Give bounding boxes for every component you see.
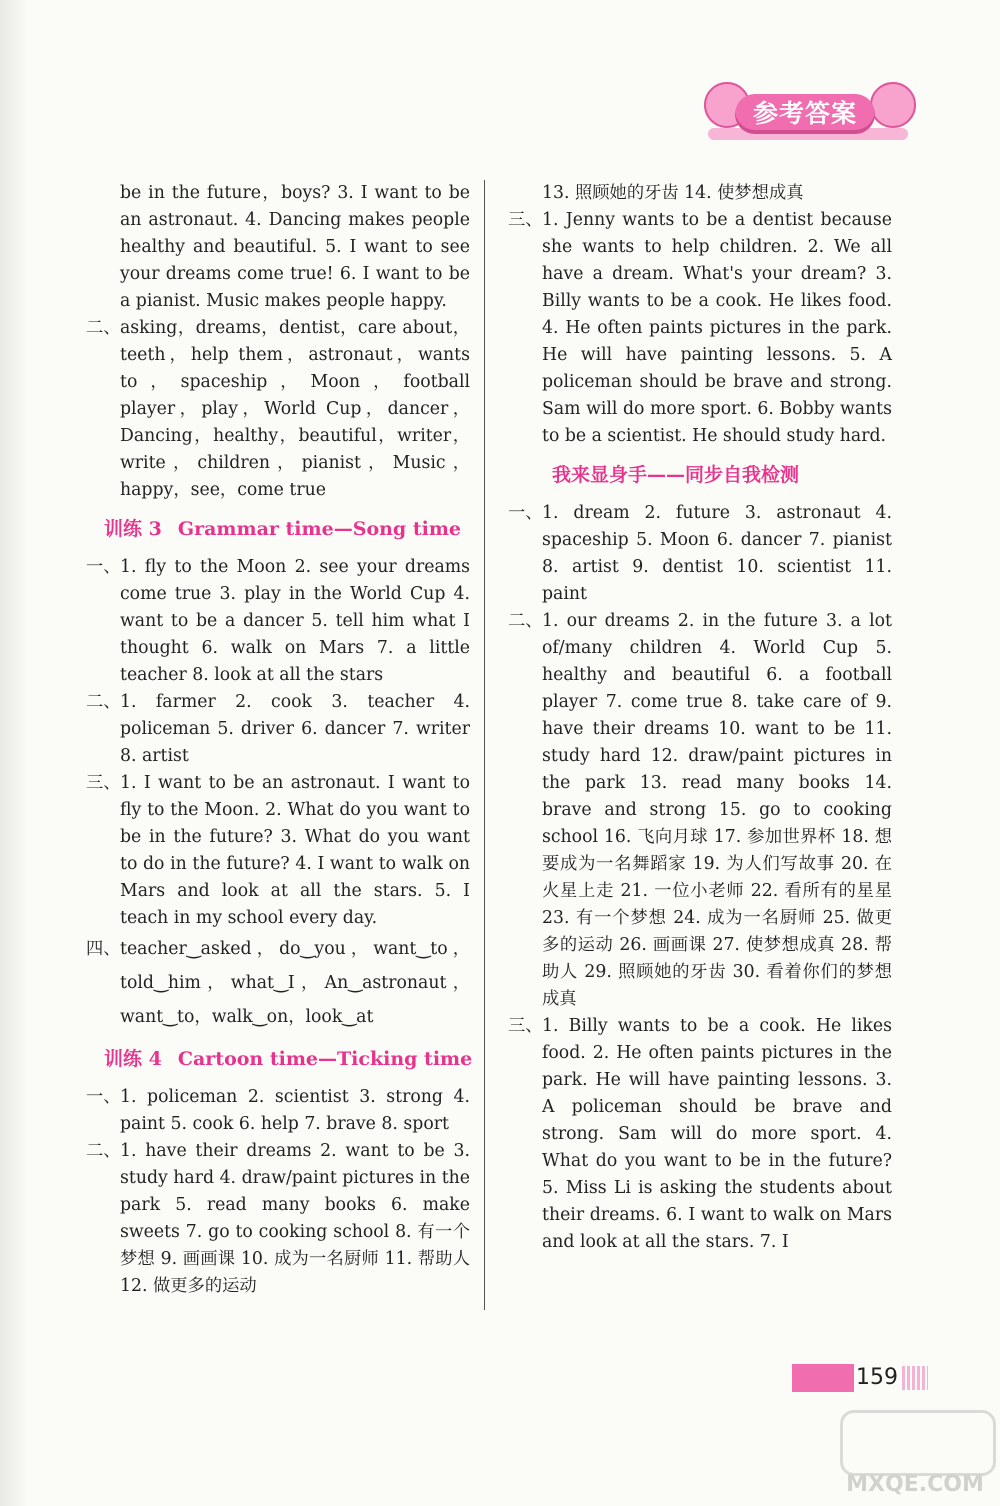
- right-column: [508, 180, 892, 1256]
- item-number: 一、: [86, 1087, 121, 1107]
- left-column: [86, 180, 473, 1300]
- item-number: 二、: [86, 318, 121, 338]
- list-item: [86, 770, 470, 932]
- item-number: 二、: [86, 1141, 121, 1161]
- watermark: [840, 1410, 990, 1500]
- watermark-logo-icon: [840, 1410, 996, 1476]
- page-number: 159: [856, 1365, 898, 1390]
- list-item: [86, 689, 470, 770]
- section-title: 我来显身手——同步自我检测: [552, 464, 800, 486]
- item-text: 1. fly to the Moon 2. see your dreams come true 3. play in the World Cup 4. want to be a dancer 5. tell him what I thought 6. walk on Mars 7. a little teacher 8. look at all the stars: [120, 557, 470, 685]
- right-intro: 13. 照顾她的牙齿 14. 使梦想成真: [542, 183, 804, 203]
- item-number: 二、: [86, 692, 121, 712]
- item-text: asking，dreams，dentist，care about，teeth，help them，astronaut，wants to，spaceship，Moon，football player，play，World Cup，dancer，Dancing，healthy，beautiful，writer，write，children，pianist，Music，happy，see，come true: [120, 318, 470, 500]
- item-number: 一、: [508, 503, 543, 523]
- list-item: [508, 500, 892, 608]
- section-title: Cartoon time—Ticking time: [177, 1048, 473, 1070]
- section-label: 训练 3: [104, 518, 162, 540]
- page-spine: [0, 0, 30, 1506]
- column-divider: [484, 180, 485, 1310]
- item-text: 1. dream 2. future 3. astronaut 4. spaceship 5. Moon 6. dancer 7. pianist 8. artist 9. dentist 10. scientist 11. paint: [542, 503, 892, 604]
- item-text: 1. farmer 2. cook 3. teacher 4. policeman 5. driver 6. dancer 7. writer 8. artist: [120, 692, 470, 766]
- item-text: 1. I want to be an astronaut. I want to fly to the Moon. 2. What do you want to be in the future? 3. What do you want to do in the future? 4. I want to walk on Mars and look at all the stars. 5. I teach in my school every day.: [120, 773, 470, 928]
- watermark-text: MXQE.COM: [846, 1472, 984, 1497]
- list-item: [86, 1138, 470, 1300]
- item-text: 1. Jenny wants to be a dentist because she wants to help children. 2. We all have a dream. What's your dream? 3. Billy wants to be a cook. He likes food. 4. He often paints pictures in the park. He will have painting lessons. 5. A policeman should be brave and strong. Sam will do more sport. 6. Bobby wants to be a scientist. He should study hard.: [542, 210, 892, 446]
- section-label: 训练 4: [104, 1048, 162, 1070]
- page-number-tab: [792, 1362, 938, 1394]
- list-item: [86, 1084, 470, 1138]
- list-item: [86, 315, 470, 504]
- list-item: [508, 207, 892, 450]
- item-number: 一、: [86, 557, 121, 577]
- item-text: 1. Billy wants to be a cook. He likes food. 2. He often paints pictures in the park. He will have painting lessons. 3. A policeman should be brave and strong. Sam will do more sport. 4. What do you want to be in the future? 5. Miss Li is asking the students about their dreams. 6. I want to walk on Mars and look at all the stars. 7. I: [542, 1016, 892, 1252]
- item-number: 三、: [508, 210, 543, 230]
- item-text: 1. policeman 2. scientist 3. strong 4. paint 5. cook 6. help 7. brave 8. sport: [120, 1087, 470, 1134]
- section-heading-self-test: [508, 462, 892, 489]
- item-number: 三、: [508, 1016, 543, 1036]
- page-number-stripes: [902, 1366, 928, 1390]
- cartoon-kid-right-icon: [870, 82, 916, 128]
- page-number-bar: [792, 1364, 854, 1392]
- page-title: 参考答案: [752, 99, 857, 128]
- list-item: [86, 932, 470, 1034]
- answer-key-badge: [700, 80, 915, 150]
- list-item: [86, 554, 470, 689]
- list-item: [508, 1013, 892, 1256]
- item-number: 四、: [86, 939, 121, 959]
- item-text: 1. have their dreams 2. want to be 3. study hard 4. draw/paint pictures in the park 5. read many books 6. make sweets 7. go to cooking school 8. 有一个梦想 9. 画画课 10. 成为一名厨师 11. 帮助人 12. 做更多的运动: [120, 1141, 470, 1296]
- item-text: 1. our dreams 2. in the future 3. a lot of/many children 4. World Cup 5. healthy and beautiful 6. a football player 7. come true 8. take care of 9. have their dreams 10. want to be 11. study hard 12. draw/paint pictures in the park 13. read many books 14. brave and strong 15. go to cooking school 16. 飞向月球 17. 参加世界杯 18. 想要成为一名舞蹈家 19. 为人们写故事 20. 在火星上走 21. 一位小老师 22. 看所有的星星 23. 有一个梦想 24. 成为一名厨师 25. 做更多的运动 26. 画画课 27. 使梦想成真 28. 帮助人 29. 照顾她的牙齿 30. 看着你们的梦想成真: [542, 611, 892, 1009]
- item-number: 三、: [86, 773, 121, 793]
- section-heading-4: [86, 1046, 473, 1073]
- left-intro: be in the future，boys? 3. I want to be an astronaut. 4. Dancing makes people healthy and beautiful. 5. I want to see your dreams come true! 6. I want to be a pianist. Music makes people happy.: [120, 183, 470, 311]
- list-item: [508, 608, 892, 1013]
- section-heading-3: [86, 516, 470, 543]
- item-number: 二、: [508, 611, 543, 631]
- item-text: teacher‿asked，do‿you，want‿to，told‿him，what‿I，An‿astronaut，want‿to，walk‿on，look‿at: [120, 939, 470, 1027]
- section-title: Grammar time—Song time: [177, 518, 462, 540]
